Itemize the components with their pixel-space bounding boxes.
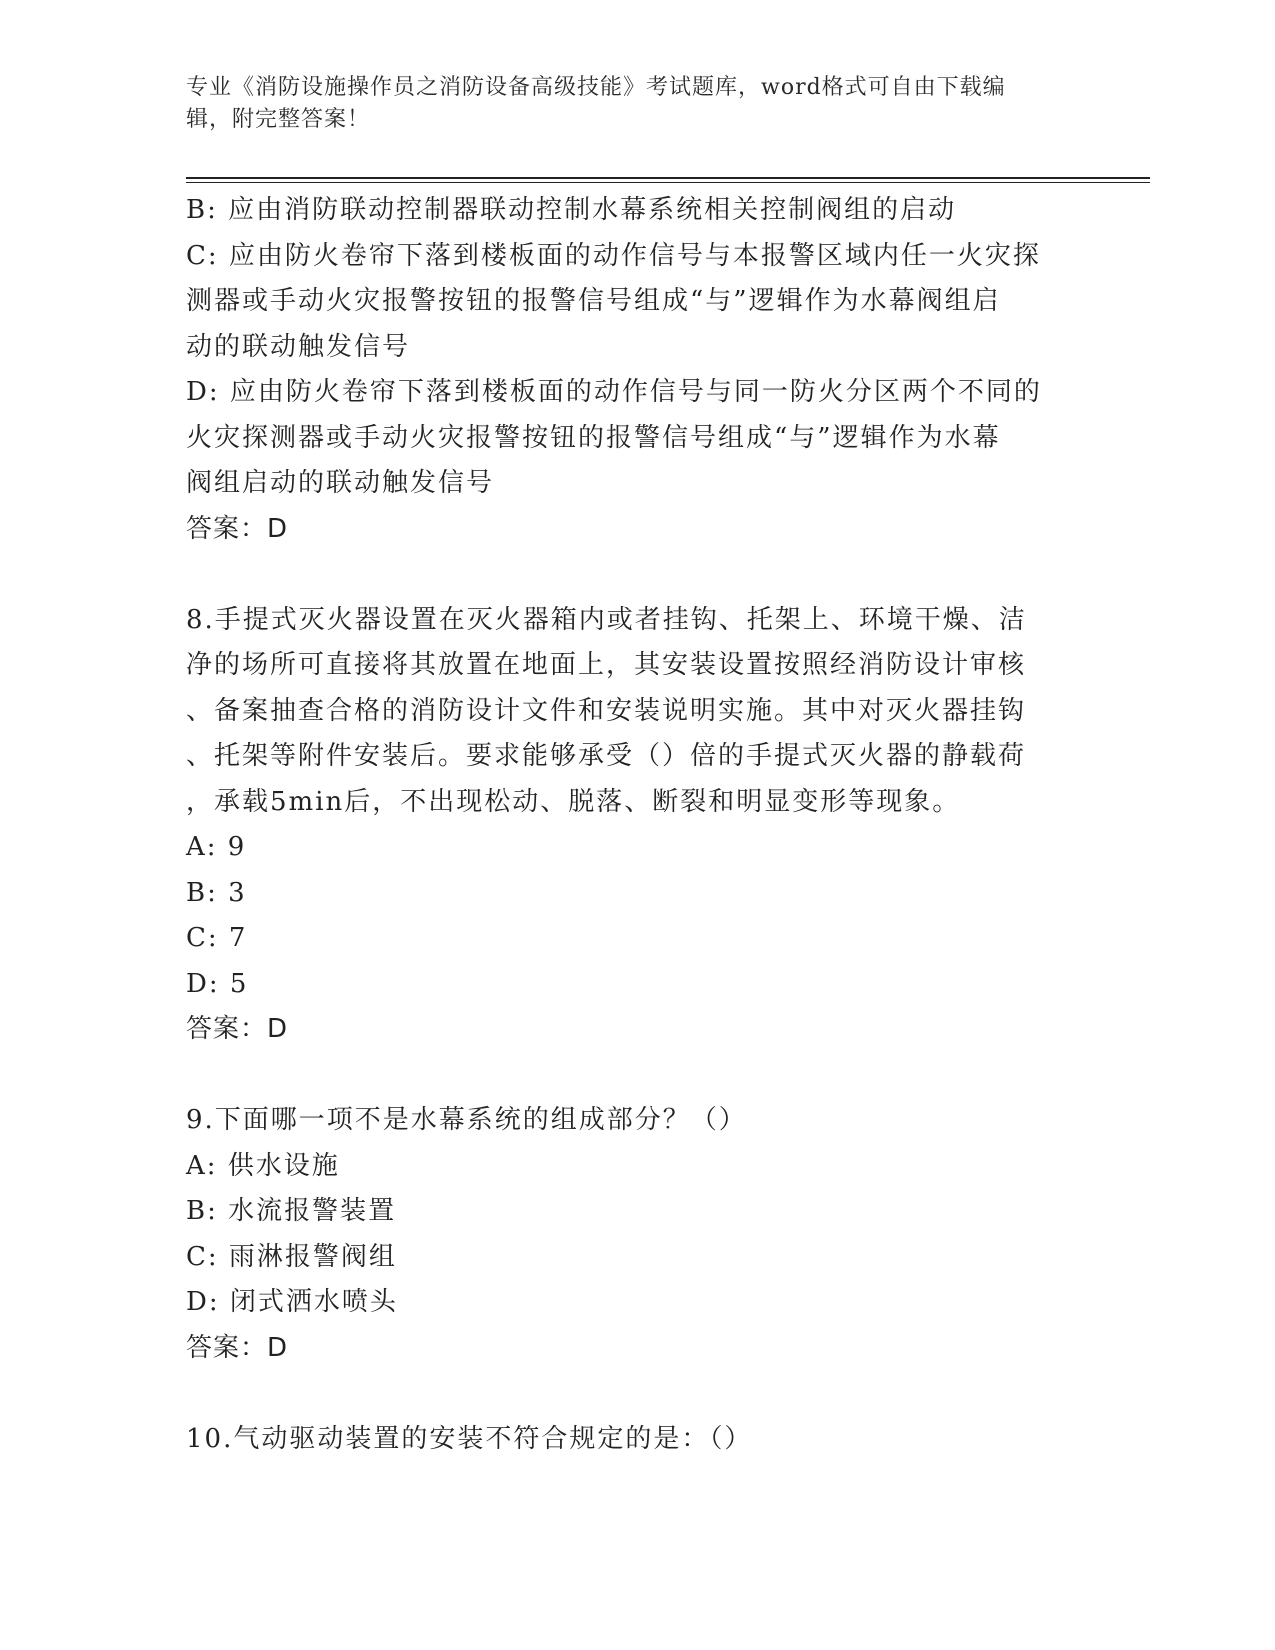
q9-option-a: A: 供水设施 [186,1150,340,1181]
q8-stem-line-5: ，承载5min后，不出现松动、脱落、断裂和明显变形等现象。 [186,786,961,817]
question-8 [186,598,1066,1053]
q9-option-b: B: 水流报警装置 [186,1196,397,1226]
q7-option-c-line-2: 测器或手动火灾报警按钮的报警信号组成“与”逻辑作为水幕阀组启 [186,286,1001,316]
q7-option-c-line-3: 动的联动触发信号 [186,331,411,362]
q7-option-d-line-2: 火灾探测器或手动火灾报警按钮的报警信号组成“与”逻辑作为水幕 [186,422,1001,453]
q9-option-c: C: 雨淋报警阀组 [186,1241,397,1272]
header-divider-thin [186,182,1150,183]
spacer [186,1053,1066,1099]
header-line-1: 专业《消防设施操作员之消防设备高级技能》考试题库，word格式可自由下载编 [186,75,1006,100]
spacer [186,552,1066,598]
question-7-continued [186,188,1066,552]
q7-option-d-line-1: D: 应由防火卷帘下落到楼板面的动作信号与同一防火分区两个不同的 [186,377,1042,407]
q8-option-b: B: 3 [186,877,247,908]
q7-answer: 答案：D [186,513,289,544]
q8-stem-line-2: 净的场所可直接将其放置在地面上，其安装设置按照经消防设计审核 [186,650,1027,680]
document-body [186,188,1066,1462]
q7-option-c-line-1: C: 应由防火卷帘下落到楼板面的动作信号与本报警区域内任一火灾探 [186,240,1041,271]
q9-option-d: D: 闭式洒水喷头 [186,1287,398,1317]
q7-option-b: B: 应由消防联动控制器联动控制水幕系统相关控制阀组的启动 [186,195,957,225]
q8-stem-line-4: 、托架等附件安装后。要求能够承受（）倍的手提式灭火器的静载荷 [186,741,1027,771]
q8-stem-line-1: 8.手提式灭火器设置在灭火器箱内或者挂钩、托架上、环境干燥、洁 [186,604,1027,635]
q8-option-c: C: 7 [186,923,248,953]
q10-stem: 10.气动驱动装置的安装不符合规定的是：（） [186,1423,753,1454]
q9-answer: 答案：D [186,1332,289,1363]
document-header [186,72,1066,136]
header-line-2: 辑，附完整答案！ [186,107,371,132]
q8-option-a: A: 9 [186,832,247,862]
q8-answer: 答案：D [186,1014,289,1044]
question-10 [186,1417,1066,1463]
q7-option-d-line-3: 阀组启动的联动触发信号 [186,468,495,498]
spacer [186,1371,1066,1417]
header-divider-thick [186,177,1150,179]
q8-stem-line-3: 、备案抽查合格的消防设计文件和安装说明实施。其中对灭火器挂钩 [186,695,1027,726]
q8-option-d: D: 5 [186,968,249,999]
question-9 [186,1098,1066,1371]
q9-stem: 9.下面哪一项不是水幕系统的组成部分？（） [186,1105,747,1135]
